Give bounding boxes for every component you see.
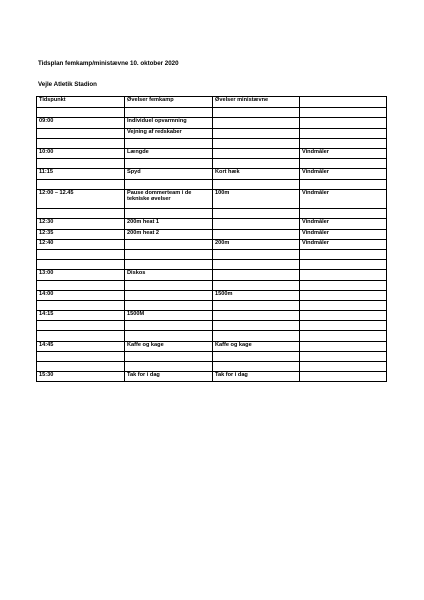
schedule-table [36,96,387,382]
cell-mini-meet-event: 200m [213,239,300,249]
cell-time [37,280,125,290]
cell-time [37,138,125,148]
table-row [37,148,387,158]
cell-mini-meet-event [213,331,300,341]
table-row [37,290,387,300]
table-row [37,249,387,259]
cell-pentathlon-event [125,321,213,331]
document-title: Tidsplan femkamp/ministævne 10. oktober 2020 [38,60,179,67]
table-row [37,159,387,169]
cell-note [300,108,387,118]
table-row [37,128,387,138]
cell-time: 12:40 [37,239,125,249]
cell-mini-meet-event [213,249,300,259]
table-row [37,351,387,361]
table-row [37,341,387,351]
table-row [37,229,387,239]
table-row [37,280,387,290]
cell-mini-meet-event [213,229,300,239]
cell-pentathlon-event [125,362,213,372]
cell-mini-meet-event [213,209,300,219]
cell-mini-meet-event [213,159,300,169]
cell-note: Vindmåler [300,219,387,229]
cell-time [37,351,125,361]
cell-mini-meet-event: 100m [213,189,300,209]
cell-pentathlon-event [125,290,213,300]
cell-note [300,300,387,310]
cell-note [300,209,387,219]
cell-note [300,159,387,169]
cell-pentathlon-event [125,209,213,219]
cell-pentathlon-event [125,351,213,361]
cell-time: 14:45 [37,341,125,351]
cell-time: 14:15 [37,311,125,321]
table-row [37,138,387,148]
cell-mini-meet-event [213,351,300,361]
table-row [37,270,387,280]
header-cell-mini-meet: Øvelser ministævne [213,97,300,108]
cell-time: 14:00 [37,290,125,300]
cell-mini-meet-event [213,300,300,310]
cell-time [37,331,125,341]
cell-pentathlon-event [125,331,213,341]
cell-note [300,351,387,361]
cell-pentathlon-event: Diskos [125,270,213,280]
cell-time [37,249,125,259]
cell-time [37,179,125,189]
cell-pentathlon-event: 200m heat 2 [125,229,213,239]
cell-note: Vindmåler [300,229,387,239]
cell-note [300,249,387,259]
cell-time: 13:00 [37,270,125,280]
cell-mini-meet-event: Kaffe og kage [213,341,300,351]
header-cell-time: Tidspunkt [37,97,125,108]
cell-pentathlon-event [125,159,213,169]
cell-time [37,321,125,331]
cell-pentathlon-event: Spyd [125,169,213,179]
cell-pentathlon-event [125,138,213,148]
cell-time [37,260,125,270]
cell-time [37,300,125,310]
cell-note: Vindmåler [300,169,387,179]
cell-note [300,280,387,290]
cell-pentathlon-event: Tak for i dag [125,372,213,382]
cell-time: 15:30 [37,372,125,382]
cell-note [300,290,387,300]
cell-note [300,128,387,138]
cell-mini-meet-event: 1500m [213,290,300,300]
cell-pentathlon-event: Vejning af redskaber [125,128,213,138]
table-row [37,219,387,229]
cell-pentathlon-event: 1500M [125,311,213,321]
cell-pentathlon-event [125,260,213,270]
cell-time: 12:00 – 12.45 [37,189,125,209]
cell-pentathlon-event [125,249,213,259]
cell-note [300,321,387,331]
table-row [37,300,387,310]
header-cell-notes [300,97,387,108]
table-row [37,362,387,372]
cell-pentathlon-event [125,280,213,290]
cell-time [37,209,125,219]
cell-time: 12:30 [37,219,125,229]
table-row [37,239,387,249]
cell-mini-meet-event [213,311,300,321]
header-cell-pentathlon: Øvelser femkamp [125,97,213,108]
table-row [37,321,387,331]
cell-pentathlon-event [125,108,213,118]
cell-note [300,179,387,189]
cell-pentathlon-event [125,239,213,249]
cell-mini-meet-event [213,148,300,158]
cell-note [300,311,387,321]
table-row [37,189,387,209]
cell-mini-meet-event [213,179,300,189]
cell-time [37,159,125,169]
cell-note: Vindmåler [300,189,387,209]
cell-time [37,128,125,138]
cell-mini-meet-event [213,219,300,229]
cell-pentathlon-event: Kaffe og kage [125,341,213,351]
cell-pentathlon-event: 200m heat 1 [125,219,213,229]
cell-time [37,362,125,372]
table-row [37,209,387,219]
table-row [37,331,387,341]
table-row [37,118,387,128]
table-row [37,169,387,179]
cell-mini-meet-event [213,321,300,331]
cell-note [300,138,387,148]
table-header-row [37,97,387,108]
table-row [37,179,387,189]
cell-pentathlon-event: Længde [125,148,213,158]
cell-note [300,362,387,372]
cell-note [300,260,387,270]
cell-mini-meet-event [213,128,300,138]
cell-pentathlon-event [125,179,213,189]
cell-mini-meet-event [213,362,300,372]
table-row [37,260,387,270]
cell-mini-meet-event [213,280,300,290]
cell-mini-meet-event [213,118,300,128]
cell-time [37,108,125,118]
table-row [37,311,387,321]
cell-mini-meet-event [213,270,300,280]
cell-note: Vindmåler [300,239,387,249]
table-row [37,372,387,382]
cell-pentathlon-event: Pause dommerteam i de tekniske øvelser [125,189,213,209]
cell-time: 09:00 [37,118,125,128]
cell-time: 12:35 [37,229,125,239]
cell-pentathlon-event: Individuel opvarmning [125,118,213,128]
cell-note: Vindmåler [300,148,387,158]
cell-mini-meet-event: Kort hæk [213,169,300,179]
cell-note [300,341,387,351]
cell-note [300,118,387,128]
table-row [37,108,387,118]
schedule-body [37,108,387,382]
document-subtitle: Vejle Atletik Stadion [38,81,97,88]
cell-mini-meet-event [213,108,300,118]
cell-note [300,270,387,280]
cell-note [300,372,387,382]
cell-pentathlon-event [125,300,213,310]
cell-mini-meet-event: Tak for i dag [213,372,300,382]
cell-note [300,331,387,341]
cell-time: 10:00 [37,148,125,158]
cell-mini-meet-event [213,260,300,270]
cell-time: 11:15 [37,169,125,179]
cell-mini-meet-event [213,138,300,148]
